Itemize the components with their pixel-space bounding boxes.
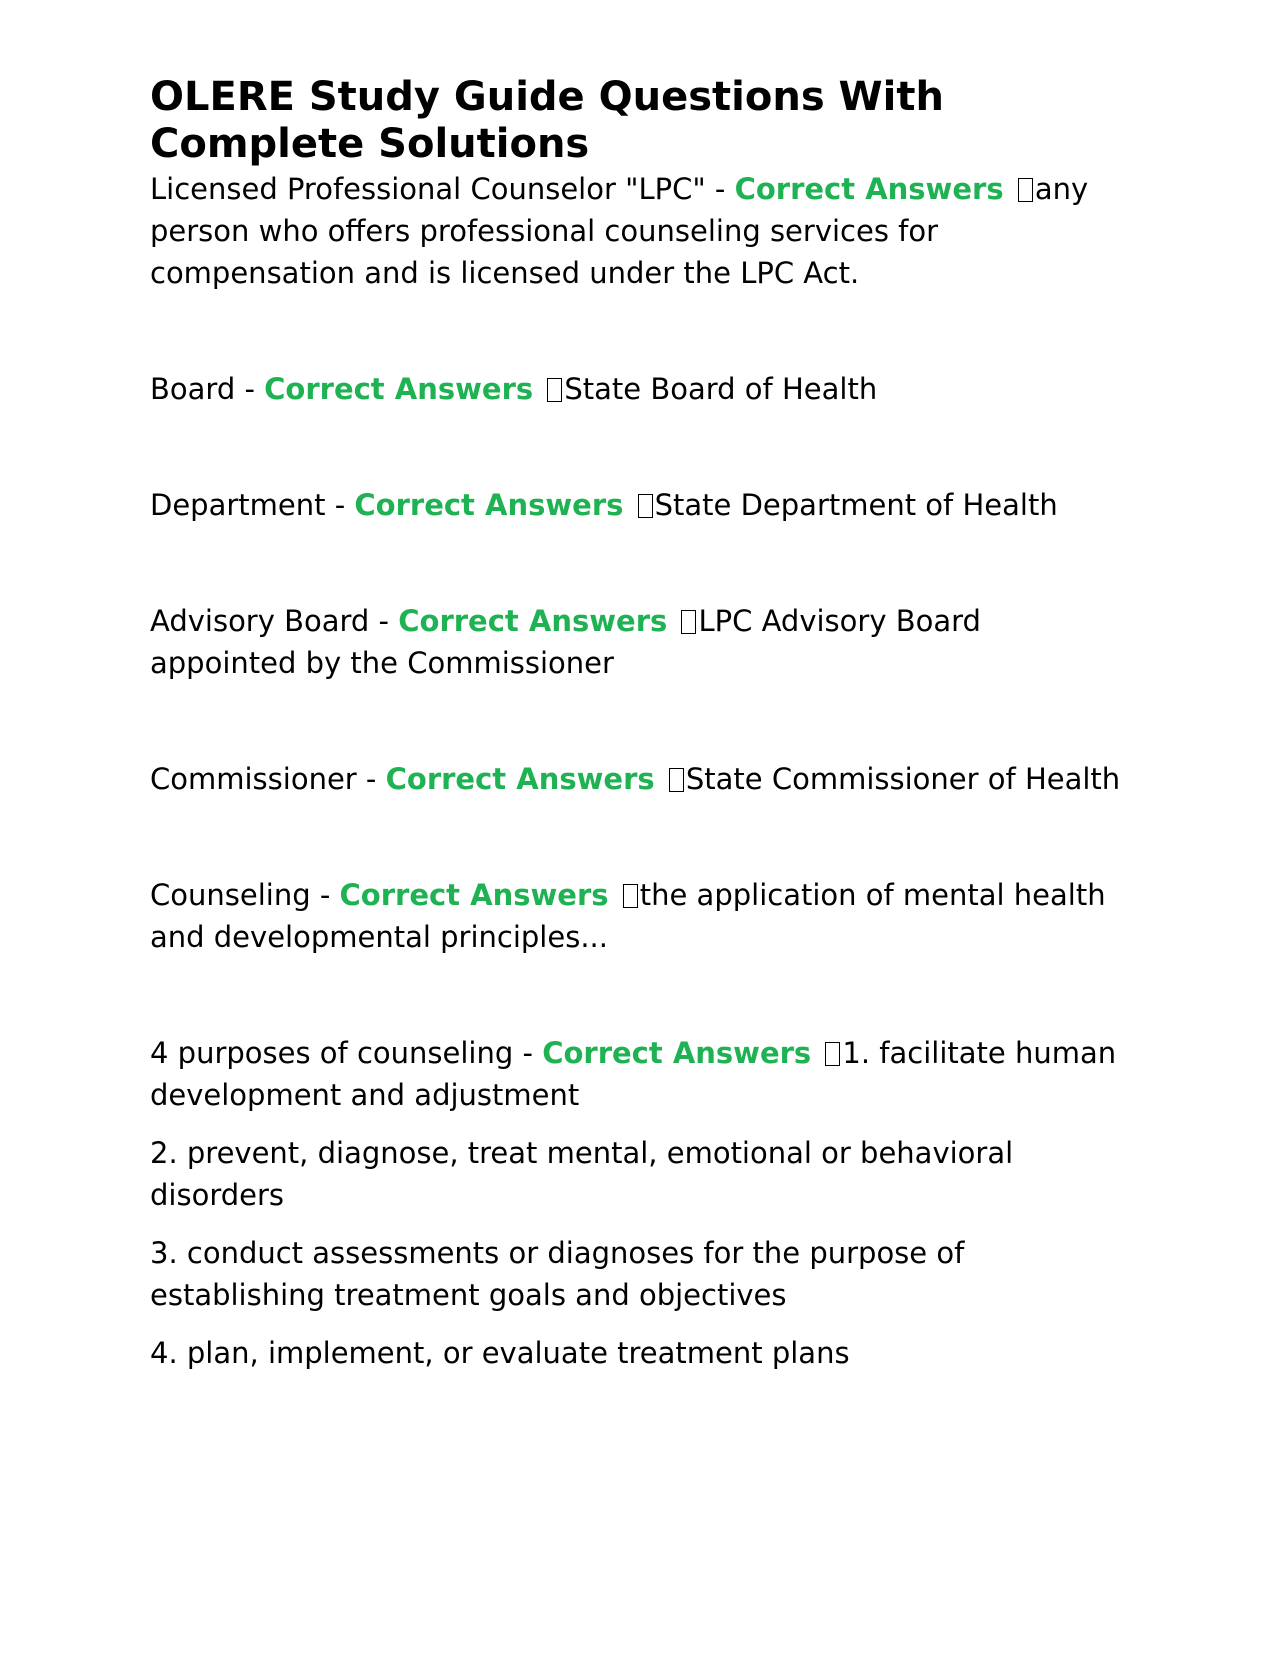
term-label: Advisory Board - xyxy=(150,604,399,638)
qa-entry xyxy=(150,168,1135,294)
qa-entry xyxy=(150,1032,1135,1116)
missing-glyph-box-icon xyxy=(623,884,638,908)
answer-text: State Commissioner of Health xyxy=(685,762,1121,796)
qa-entry xyxy=(150,758,1135,800)
correct-answers-label: Correct Answers xyxy=(339,878,609,912)
qa-entry xyxy=(150,368,1135,410)
qa-entry xyxy=(150,484,1135,526)
purpose-list-item: 2. prevent, diagnose, treat mental, emotional or behavioral disorders xyxy=(150,1136,1014,1212)
missing-glyph-box-icon xyxy=(638,494,653,518)
document-page xyxy=(150,74,1135,1374)
missing-glyph-box-icon xyxy=(547,378,562,402)
term-label: Counseling - xyxy=(150,878,340,912)
answer-text: 1. facilitate human development and adjustment xyxy=(150,1036,1117,1112)
correct-answers-label: Correct Answers xyxy=(354,488,624,522)
missing-glyph-box-icon xyxy=(669,768,684,792)
correct-answers-label: Correct Answers xyxy=(542,1036,812,1070)
answer-text: State Department of Health xyxy=(654,488,1058,522)
correct-answers-label: Correct Answers xyxy=(385,762,655,796)
purpose-list-item: 4. plan, implement, or evaluate treatment plans xyxy=(150,1336,850,1370)
answer-text: the application of mental health and developmental principles... xyxy=(150,878,1106,954)
answer-text: State Board of Health xyxy=(564,372,878,406)
missing-glyph-box-icon xyxy=(1018,178,1033,202)
purpose-list-item: 3. conduct assessments or diagnoses for the purpose of establishing treatment goals and objectives xyxy=(150,1236,965,1312)
term-label: 4 purposes of counseling - xyxy=(150,1036,543,1070)
term-label: Board - xyxy=(150,372,265,406)
correct-answers-label: Correct Answers xyxy=(398,604,668,638)
missing-glyph-box-icon xyxy=(825,1042,840,1066)
term-label: Department - xyxy=(150,488,355,522)
qa-entry xyxy=(150,600,1135,684)
term-label: Licensed Professional Counselor "LPC" - xyxy=(150,172,735,206)
answer-text: any person who offers professional counseling services for compensation and is licensed under the LPC Act. xyxy=(150,172,1089,290)
missing-glyph-box-icon xyxy=(681,610,696,634)
qa-entry xyxy=(150,874,1135,958)
document-title: OLERE Study Guide Questions With Complete Solutions xyxy=(150,74,944,167)
correct-answers-label: Correct Answers xyxy=(734,172,1004,206)
term-label: Commissioner - xyxy=(150,762,386,796)
answer-text: LPC Advisory Board appointed by the Commissioner xyxy=(150,604,981,680)
correct-answers-label: Correct Answers xyxy=(264,372,534,406)
